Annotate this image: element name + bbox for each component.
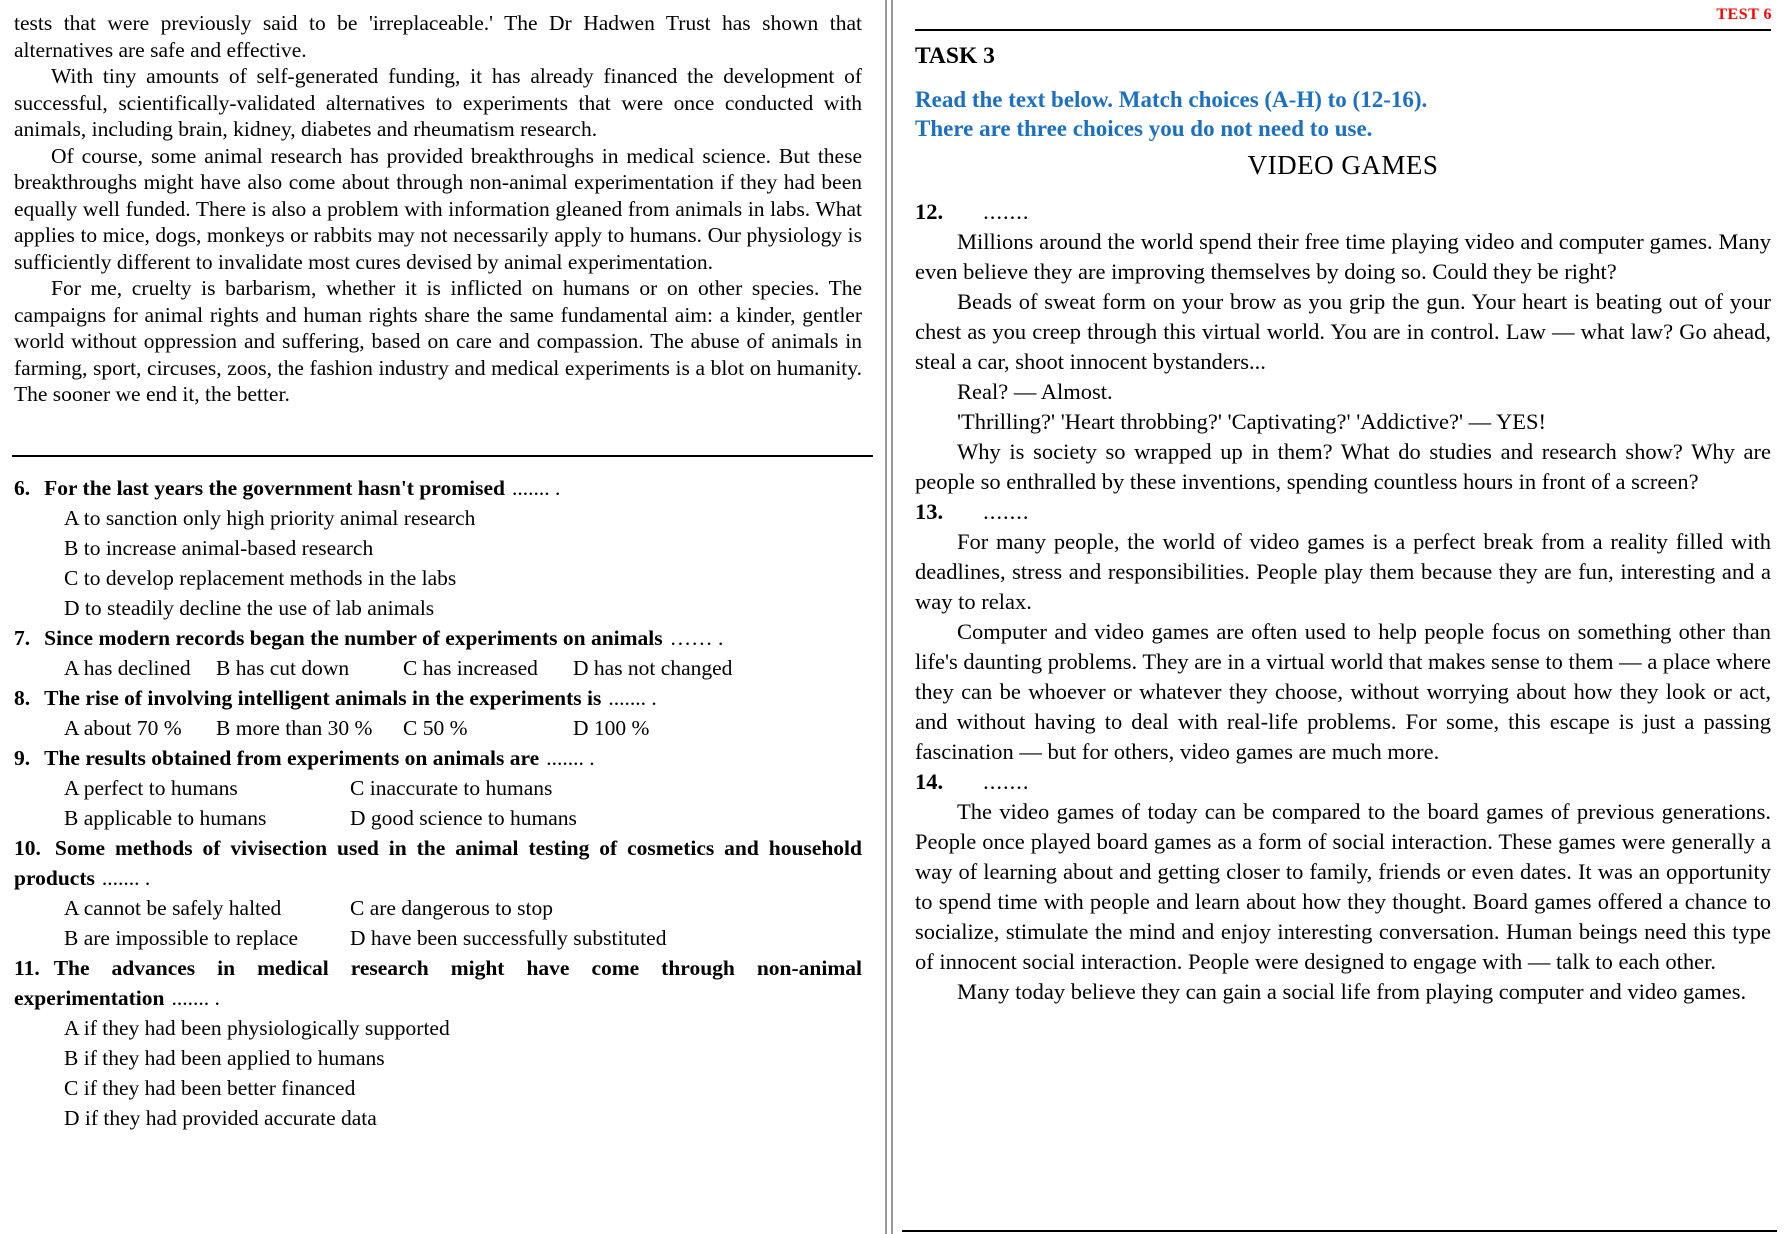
answer-blank: ....... [983,199,1030,224]
reading-paragraph: Millions around the world spend their free time playing video and computer games. Many even believe they are improving themselves by doing so. Could they be right? [915,229,1771,284]
question-text: Some methods of vivisection used in the animal testing of cosmetics and household products [14,835,862,890]
option: D if they had provided accurate data [64,1105,377,1130]
header-rule-line [915,29,1771,31]
section-number: 13. [915,499,944,524]
section-heading [915,767,1771,797]
section-divider-line [12,455,873,457]
option: A about 70 % [64,715,182,740]
answer-blank: ....... [983,769,1030,794]
question-stem [14,953,862,1013]
question-number: 8. [14,685,31,710]
question-text: For the last years the government hasn't promised [44,475,505,500]
reading-paragraph: Why is society so wrapped up in them? What do studies and research show? Why are people so enthralled by these inventions, spending countless hours in front of a screen? [915,439,1771,494]
option: D have been successfully substituted [350,925,667,950]
option: A to sanction only high priority animal research [64,505,476,530]
option: B more than 30 % [216,715,373,740]
task-title: TASK 3 [915,43,995,69]
option: D 100 % [573,715,650,740]
questions-block [14,473,862,1133]
footer-rule-line [902,1230,1777,1232]
option: C 50 % [403,715,468,740]
option: B if they had been applied to humans [64,1045,385,1070]
question-number: 7. [14,625,31,650]
answer-blank: ....... . [546,745,595,770]
answer-blank: ....... . [101,865,151,890]
task-instruction: Read the text below. Match choices (A-H) to (12-16). [915,87,1428,112]
section-number: 12. [915,199,944,224]
question-stem [14,683,862,713]
option: B applicable to humans [64,805,267,830]
option: A has declined [64,655,191,680]
reading-paragraph: tests that were previously said to be 'irreplaceable.' The Dr Hadwen Trust has shown that alternatives are safe and effective. [14,11,862,62]
reading-paragraph: With tiny amounts of self-generated funding, it has already financed the development of successful, scientifically-validated alternatives to experiments that were once conducted with animals, including brain, kidney, diabetes and rheumatism research. [14,64,862,141]
options-row [14,713,862,743]
question-stem [14,623,862,653]
question-stem [14,473,862,503]
reading-paragraph: For me, cruelty is barbarism, whether it is inflicted on humans or on other species. The campaigns for animal rights and human rights share the same fundamental aim: a kinder, gentler world without oppression and suffering, based on care and compassion. The abuse of animals in farming, sport, circuses, zoos, the fashion industry and medical experiments is a blot on humanity. The sooner we end it, the better. [14,276,862,406]
section-heading [915,497,1771,527]
answer-blank: ....... . [511,475,561,500]
question-text: Since modern records began the number of experiments on animals [44,625,663,650]
reading-paragraph: Of course, some animal research has provided breakthroughs in medical science. But these breakthroughs might have also come about through non-animal experimentation if they had been equally well funded. There is also a problem with information gleaned from animals in labs. What applies to mice, dogs, monkeys or rabbits may not necessarily apply to humans. Our physiology is sufficiently different to invalidate most cures devised by animal experimentation. [14,143,862,274]
options-grid [14,773,862,833]
options-list [14,1013,862,1133]
answer-blank: …… . [669,625,724,650]
option: D has not changed [573,655,733,680]
test-number-label: TEST 6 [1716,6,1772,23]
question-stem [14,833,862,893]
question-text: The advances in medical research might have come through non-animal experimentation [14,955,862,1010]
options-list [14,503,862,623]
reading-paragraph: The video games of today can be compared to the board games of previous generations. People once played board games as a form of social interaction. These games were generally a way of learning about and getting closer to family, friends or even dates. It was an opportunity to spend time with people and learn about how they thought. Board games offered a chance to socialize, stimulate the mind and enjoy interesting conversation. Human beings need this type of innocent social interaction. People were designed to engage with — talk to each other. [915,799,1771,974]
option: C to develop replacement methods in the labs [64,565,457,590]
option: B has cut down [216,655,350,680]
option: A perfect to humans [64,775,238,800]
option: B to increase animal-based research [64,535,374,560]
option: D good science to humans [350,805,577,830]
reading-paragraph: Computer and video games are often used to help people focus on something other than life's daunting problems. They are in a virtual world that makes sense to them — a place where they can be whoever or whatever they choose, without worrying about how they look or act, and without having to deal with real-life problems. For some, this escape is just a passing fascination — but for others, video games are much more. [915,619,1771,764]
answer-blank: ....... . [608,685,657,710]
task-instruction: There are three choices you do not need to use. [915,116,1373,141]
question-number: 6. [14,475,31,500]
reading-paragraph: For many people, the world of video games is a perfect break from a reality filled with deadlines, stress and responsibilities. People play them because they are fun, interesting and a way to relax. [915,529,1771,614]
option: B are impossible to replace [64,925,299,950]
option: C inaccurate to humans [350,775,553,800]
option: C if they had been better financed [64,1075,356,1100]
section-heading [915,197,1771,227]
column-divider-line [885,0,893,1234]
option: C has increased [403,655,538,680]
option: A if they had been physiologically supported [64,1015,450,1040]
option: A cannot be safely halted [64,895,282,920]
reading-title: VIDEO GAMES [1247,150,1439,180]
options-grid [14,893,862,953]
right-column [915,0,1771,1007]
question-number: 10. [14,835,41,860]
question-stem [14,743,862,773]
reading-paragraph: Many today believe they can gain a social life from playing computer and video games. [957,979,1747,1004]
question-number: 9. [14,745,31,770]
options-row [14,653,862,683]
question-text: The rise of involving intelligent animals in the experiments is [44,685,602,710]
answer-blank: ....... [983,499,1030,524]
option: D to steadily decline the use of lab animals [64,595,435,620]
reading-paragraph: 'Thrilling?' 'Heart throbbing?' 'Captivating?' 'Addictive?' — YES! [957,409,1546,434]
question-number: 11. [14,955,40,980]
answer-blank: ....... . [171,985,220,1010]
option: C are dangerous to stop [350,895,554,920]
left-column [14,10,862,1133]
section-number: 14. [915,769,944,794]
reading-paragraph: Beads of sweat form on your brow as you grip the gun. Your heart is beating out of your chest as you creep through this virtual world. You are in control. Law — what law? Go ahead, steal a car, shoot innocent bystanders... [915,289,1771,374]
reading-paragraph: Real? — Almost. [957,379,1113,404]
question-text: The results obtained from experiments on animals are [44,745,540,770]
